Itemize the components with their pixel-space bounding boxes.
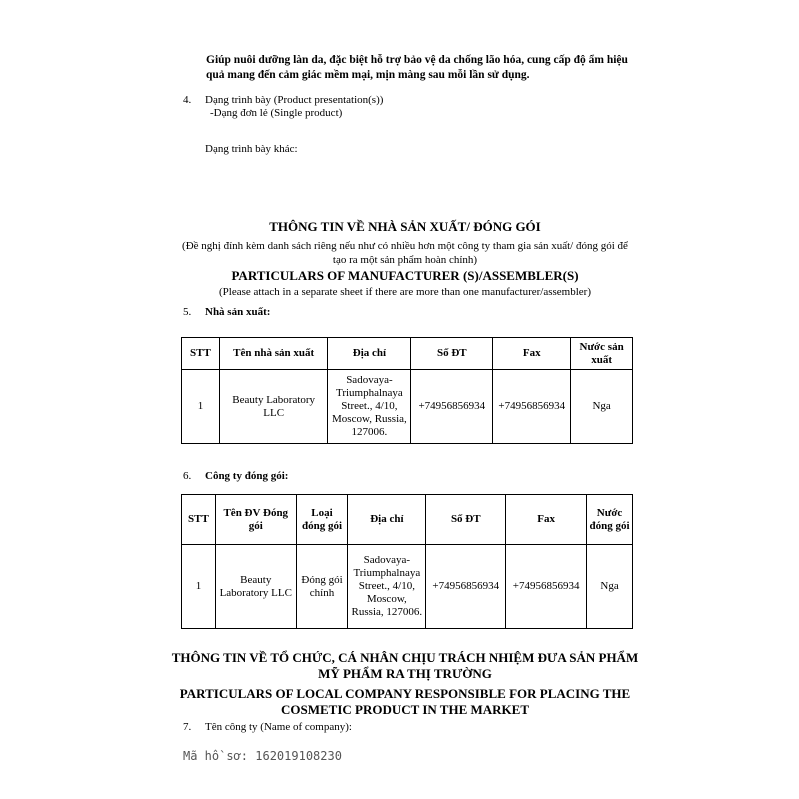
local-company-title-en: PARTICULARS OF LOCAL COMPANY RESPONSIBLE FOR PLACING THE COSMETIC PRODUCT IN THE MARKET [179, 686, 631, 717]
cell-country: Nga [587, 545, 633, 629]
col-header-packaging-type: Loại đóng gói [296, 495, 348, 545]
col-header-phone: Số ĐT [426, 495, 506, 545]
col-header-packager-name: Tên ĐV Đóng gói [215, 495, 296, 545]
manufacturer-title-en: PARTICULARS OF MANUFACTURER (S)/ASSEMBLER(S) [231, 268, 579, 283]
manufacturer-note-en: (Please attach in a separate sheet if there are more than one manufacturer/assembler) [219, 286, 591, 298]
col-header-stt: STT [182, 495, 216, 545]
manufacturer-title-vn: THÔNG TIN VỀ NHÀ SẢN XUẤT/ ĐÓNG GÓI [269, 219, 541, 234]
table-row [182, 370, 633, 444]
cell-stt: 1 [182, 370, 220, 444]
cell-manufacturer-name: Beauty Laboratory LLC [219, 370, 328, 444]
col-header-fax: Fax [493, 338, 571, 370]
col-header-address: Địa chỉ [328, 338, 411, 370]
cell-stt: 1 [182, 545, 216, 629]
manufacturer-table [181, 337, 633, 444]
section-6-heading: Công ty đóng gói: [205, 470, 289, 482]
section-4-heading: Dạng trình bày (Product presentation(s)) [205, 94, 384, 106]
table-header-row [182, 495, 633, 545]
col-header-phone: Số ĐT [411, 338, 493, 370]
section-5-heading: Nhà sản xuất: [205, 306, 271, 318]
col-header-stt: STT [182, 338, 220, 370]
cell-address: Sadovaya-Triumphalnaya Street., 4/10, Moscow, Russia, 127006. [328, 370, 411, 444]
col-header-fax: Fax [506, 495, 587, 545]
table-row [182, 545, 633, 629]
manufacturer-note-vn: (Đề nghị đính kèm danh sách riêng nếu như có nhiều hơn một công ty tham gia sản xuất/ đóng gói để tạo ra một sản phẩm hoàn chỉnh) [182, 240, 628, 266]
cell-fax: +74956856934 [493, 370, 571, 444]
cell-fax: +74956856934 [506, 545, 587, 629]
record-code: Mã hồ sơ: 162019108230 [183, 749, 342, 763]
cell-packaging-type: Đóng gói chính [296, 545, 348, 629]
cell-address: Sadovaya-Triumphalnaya Street., 4/10, Moscow, Russia, 127006. [348, 545, 426, 629]
cell-country: Nga [571, 370, 633, 444]
col-header-country: Nước sản xuất [571, 338, 633, 370]
col-header-manufacturer-name: Tên nhà sản xuất [219, 338, 328, 370]
table-header-row [182, 338, 633, 370]
packager-table [181, 494, 633, 629]
section-5-number: 5. [183, 306, 192, 318]
cell-packager-name: Beauty Laboratory LLC [215, 545, 296, 629]
section-6-number: 6. [183, 470, 192, 482]
cell-phone: +74956856934 [411, 370, 493, 444]
col-header-address: Địa chỉ [348, 495, 426, 545]
cell-phone: +74956856934 [426, 545, 506, 629]
section-4-number: 4. [183, 94, 192, 106]
section-4-single-product: -Dạng đơn lẻ (Single product) [210, 107, 343, 119]
local-company-title-vn: THÔNG TIN VỀ TỔ CHỨC, CÁ NHÂN CHỊU TRÁCH NHIỆM ĐƯA SẢN PHẨM MỸ PHẨM RA THỊ TRƯỜNG [171, 650, 639, 681]
section-7-number: 7. [183, 721, 192, 733]
section-4-other-presentation: Dạng trình bày khác: [205, 143, 298, 155]
col-header-country: Nước đóng gói [587, 495, 633, 545]
section-7-heading: Tên công ty (Name of company): [205, 721, 352, 733]
intro-paragraph: Giúp nuôi dưỡng làn da, đặc biệt hỗ trợ bảo vệ da chống lão hóa, cung cấp độ ẩm hiệu quả mang đến cảm giác mềm mại, mịn màng sau mỗi lần sử dụng. [206, 54, 628, 81]
